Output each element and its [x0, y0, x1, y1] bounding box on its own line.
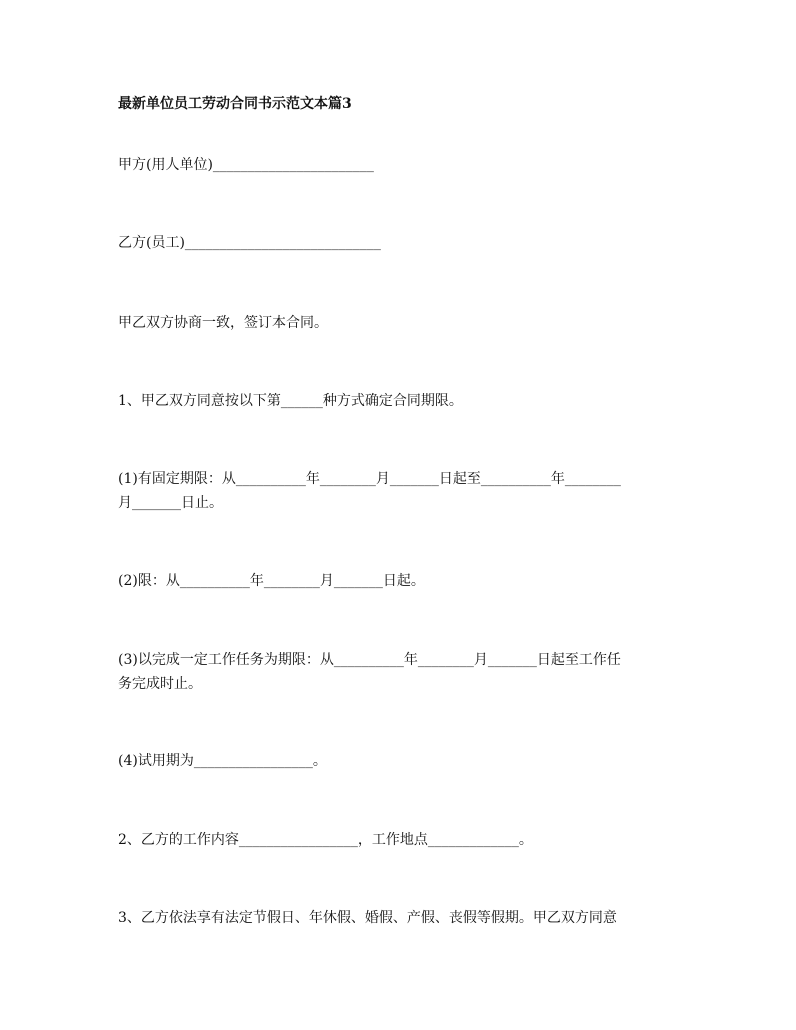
clause-1-option-2: (2)限：从__________年________月_______日起。 [118, 573, 425, 589]
party-b-line: 乙方(员工)____________________________ [118, 235, 381, 251]
clause-2-work-content: 2、乙方的工作内容_________________，工作地点_____________。 [118, 832, 533, 848]
clause-3-leave: 3、乙方依法享有法定节假日、年休假、婚假、产假、丧假等假期。甲乙双方同意 [118, 910, 617, 926]
clause-1-option-1-line-1: (1)有固定期限：从__________年________月_______日起至__________年________ [118, 471, 621, 487]
document-title: 最新单位员工劳动合同书示范文本篇3 [118, 96, 352, 112]
clause-1-option-1-line-2: 月_______日止。 [118, 495, 223, 511]
clause-1-option-3-line-2: 务完成时止。 [118, 676, 202, 692]
clause-1-option-3-line-1: (3)以完成一定工作任务为期限：从__________年________月_______日起至工作任 [118, 652, 621, 668]
clause-1-term-method: 1、甲乙双方同意按以下第______种方式确定合同期限。 [118, 393, 463, 409]
party-a-line: 甲方(用人单位)_______________________ [118, 157, 374, 173]
clause-1-option-4-probation: (4)试用期为_________________。 [118, 753, 327, 769]
agreement-statement: 甲乙双方协商一致，签订本合同。 [118, 315, 328, 331]
